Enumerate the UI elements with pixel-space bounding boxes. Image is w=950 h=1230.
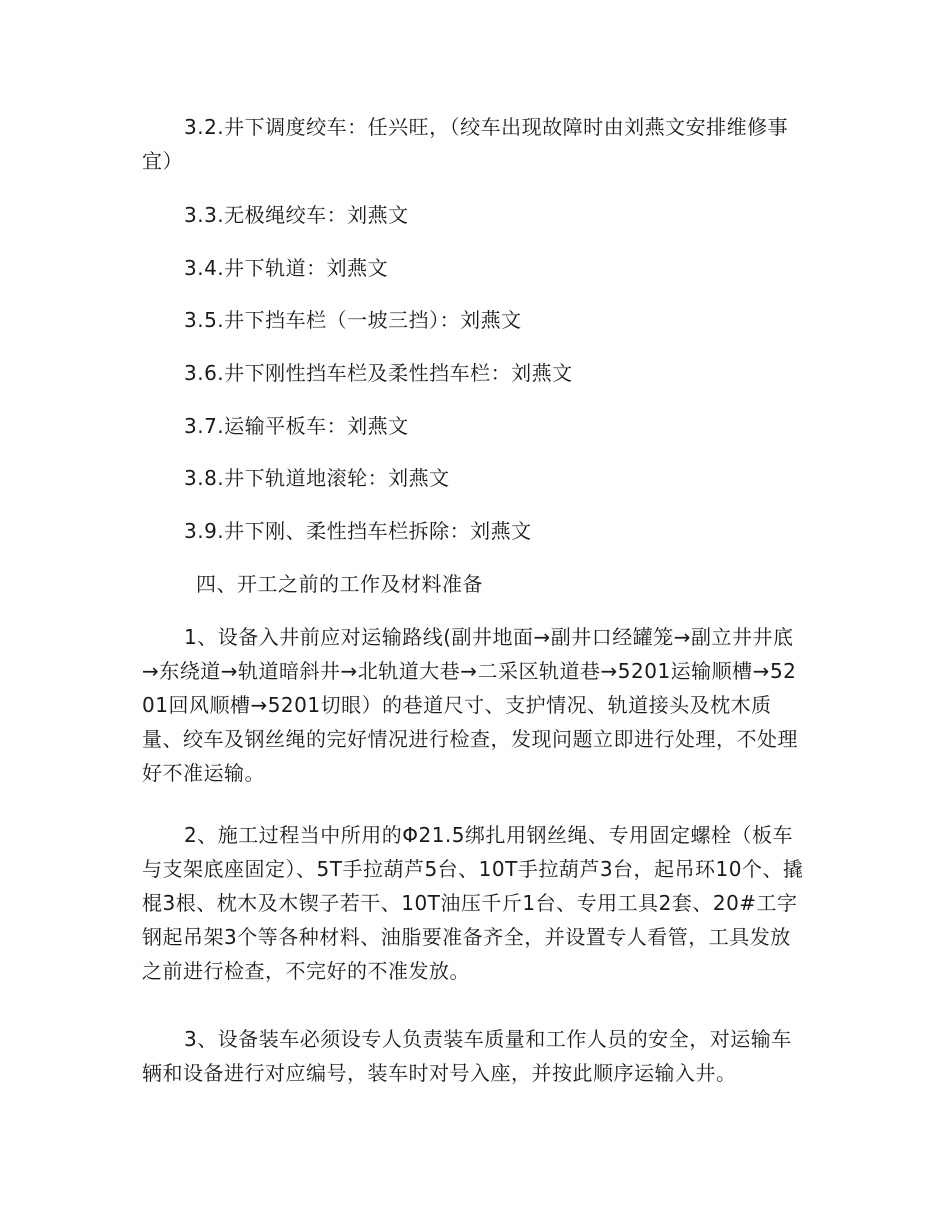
item-3-9-barrier-removal: 3.9.井下刚、柔性挡车栏拆除：刘燕文 [184, 519, 532, 543]
section-4-paragraph-2: 2、施工过程当中所用的Φ21.5绑扎用钢丝绳、专用固定螺栓（板车与支架底座固定）、5T手拉葫芦5台、10T手拉葫芦3台，起吊环10个、撬棍3根、枕木及木锲子若干、10T油压千斤1台、专用工具2套、20#工字钢起吊架3个等各种材料、油脂要准备齐全，并设置专人看管，工具发放之前进行检查，不完好的不准发放。 [142, 823, 804, 983]
item-3-4-underground-track: 3.4.井下轨道：刘燕文 [184, 256, 389, 280]
item-3-2-winch-dispatch: 3.2.井下调度绞车：任兴旺，（绞车出现故障时由刘燕文安排维修事宜） [142, 115, 789, 173]
item-3-5-car-stop-barrier: 3.5.井下挡车栏（一坡三挡）：刘燕文 [184, 308, 522, 332]
item-3-7-flatbed-car: 3.7.运输平板车：刘燕文 [184, 414, 409, 438]
item-3-8-track-roller: 3.8.井下轨道地滚轮：刘燕文 [184, 466, 450, 490]
section-4-paragraph-1: 1、设备入井前应对运输路线(副井地面→副井口经罐笼→副立井井底→东绕道→轨道暗斜井→北轨道大巷→二采区轨道巷→5201运输顺槽→5201回风顺槽→5201切眼）的巷道尺寸、支护情况、轨道接头及枕木质量、绞车及钢丝绳的完好情况进行检查，发现问题立即进行处理，不处理好不准运输。 [142, 625, 798, 785]
item-3-3-endless-rope-winch: 3.3.无极绳绞车：刘燕文 [184, 203, 409, 227]
item-3-6-rigid-flexible-barrier: 3.6.井下刚性挡车栏及柔性挡车栏：刘燕文 [184, 361, 573, 385]
section-4-paragraph-3: 3、设备装车必须设专人负责装车质量和工作人员的安全，对运输车辆和设备进行对应编号，装车时对号入座，并按此顺序运输入井。 [142, 1027, 792, 1085]
section-4-heading: 四、开工之前的工作及材料准备 [196, 572, 483, 596]
